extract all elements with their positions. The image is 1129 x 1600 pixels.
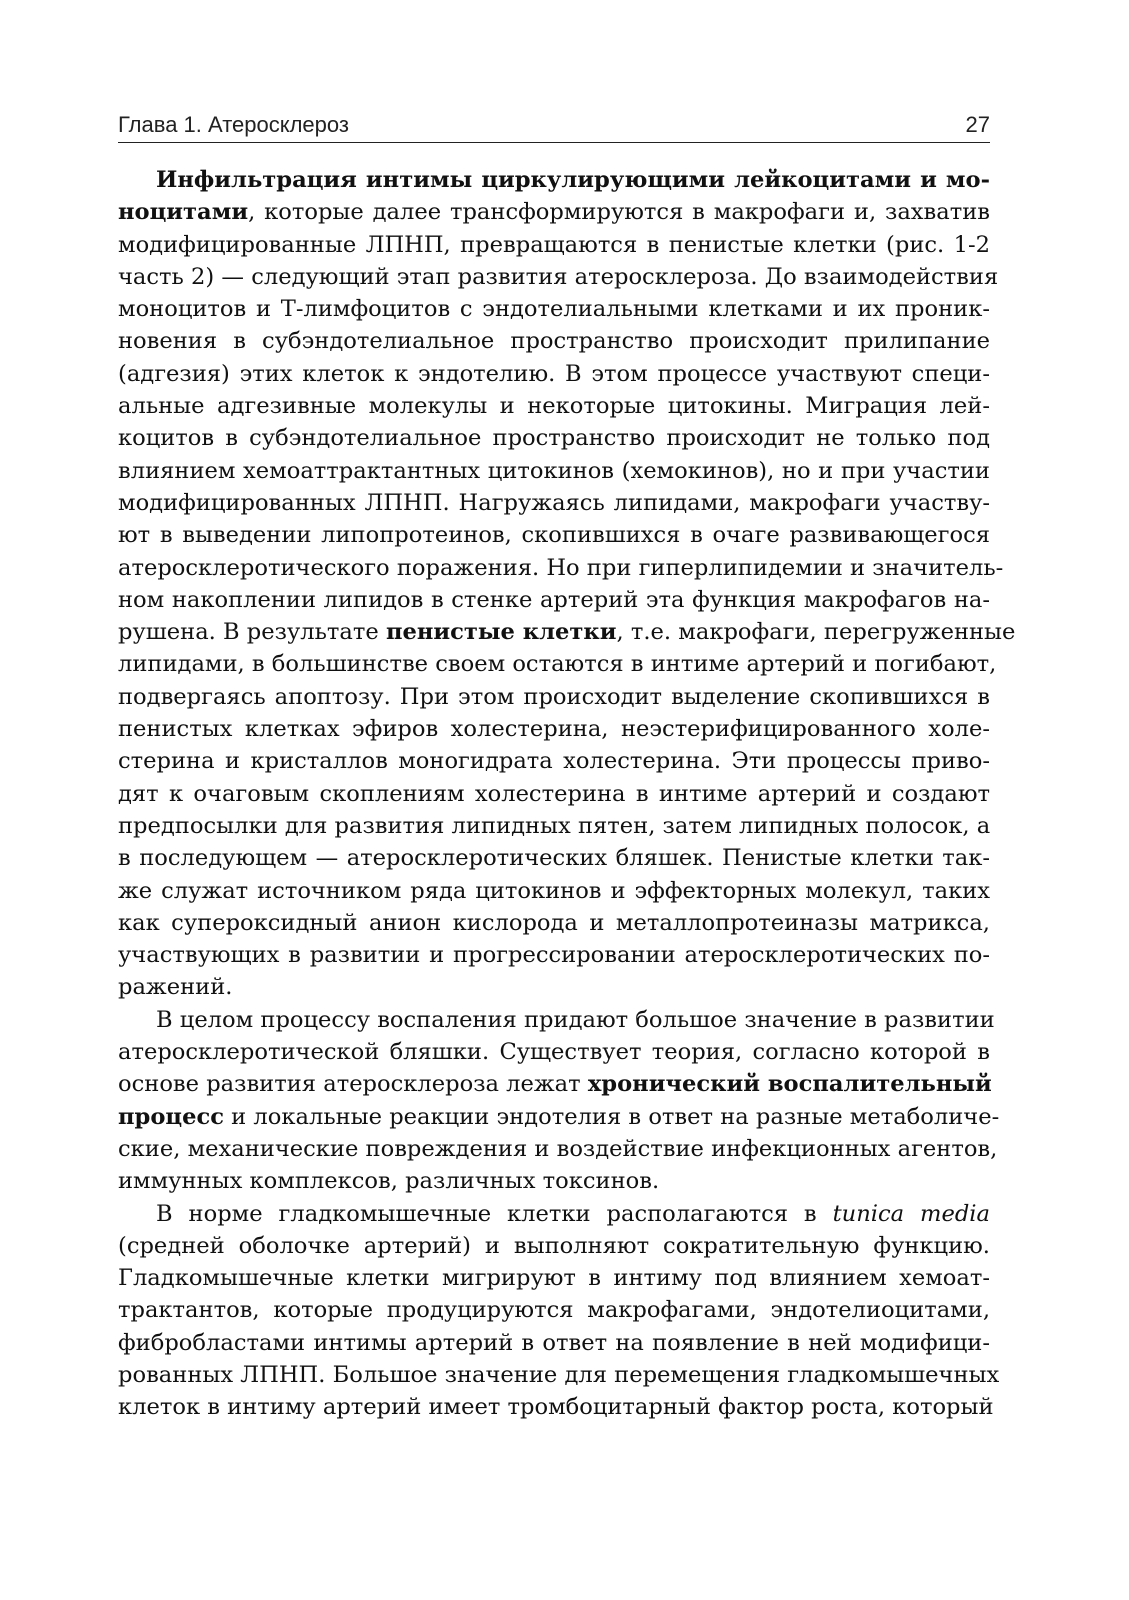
text-line: (средней оболочке артерий) и выполняют сократительную функцию. (118, 1232, 990, 1259)
text-line (118, 1101, 1000, 1133)
text-run: рушена. В результате (118, 619, 386, 646)
page-number: 27 (965, 112, 990, 137)
text-line: альные адгезивные молекулы и некоторые цитокины. Миграция лей- (118, 393, 990, 420)
text-run: основе развития атеросклероза лежат (118, 1071, 588, 1098)
text-line: (адгезия) этих клеток к эндотелию. В этом процессе участвуют специ- (118, 360, 990, 387)
text-line: стерина и кристаллов моногидрата холестерина. Эти процессы приво- (118, 748, 990, 775)
text-line: модифицированные ЛПНП, превращаются в пенистые клетки (рис. 1-2 (118, 231, 990, 258)
text-line: рованных ЛПНП. Большое значение для перемещения гладкомышечных (118, 1361, 1000, 1388)
text-run: , которые далее трансформируются в макрофаги и, захватив (248, 199, 990, 226)
text-line: ские, механические повреждения и воздействие инфекционных агентов, (118, 1135, 998, 1162)
text-line: иммунных комплексов, различных токсинов. (118, 1168, 660, 1195)
text-line: липидами, в большинстве своем остаются в интиме артерий и погибают, (118, 651, 997, 678)
text-line (118, 164, 990, 196)
text-line: влиянием хемоаттрактантных цитокинов (хемокинов), но и при участии (118, 457, 990, 484)
text-line: предпосылки для развития липидных пятен, затем липидных полосок, а (118, 812, 991, 839)
text-run: и локальные реакции эндотелия в ответ на разные метаболиче- (224, 1103, 1000, 1130)
text-line: подвергаясь апоптозу. При этом происходит выделение скопившихся в (118, 683, 990, 710)
bold-term: Инфильтрация интимы циркулирующими лейкоцитами и мо- (156, 167, 990, 193)
text-run: , т.е. макрофаги, перегруженные (616, 619, 1016, 646)
text-line: же служат источником ряда цитокинов и эффекторных молекул, таких (118, 877, 990, 904)
text-line: атеросклеротической бляшки. Существует теория, согласно которой в (118, 1039, 990, 1066)
text-line: моноцитов и Т-лимфоцитов с эндотелиальными клетками и их проник- (118, 296, 990, 323)
text-run: В норме гладкомышечные клетки располагаются в (156, 1200, 833, 1227)
paragraph-3 (118, 1198, 1000, 1424)
text-line (118, 1198, 990, 1230)
text-line (118, 1068, 990, 1100)
paragraph-2 (118, 1004, 1000, 1198)
text-line: ражений. (118, 974, 233, 1001)
text-line: часть 2) — следующий этап развития атеросклероза. До взаимодействия (118, 263, 999, 290)
bold-term: процесс (118, 1103, 224, 1130)
text-line: ют в выведении липопротеинов, скопившихся в очаге развивающегося (118, 522, 990, 549)
text-line: атеросклеротического поражения. Но при гиперлипидемии и значитель- (118, 554, 1004, 581)
bold-term: ноцитами (118, 199, 249, 226)
text-line: Гладкомышечные клетки мигрируют в интиму под влиянием хемоат- (118, 1265, 990, 1292)
text-line: в последующем — атеросклеротических бляшек. Пенистые клетки так- (118, 845, 990, 872)
text-line: ном накоплении липидов в стенке артерий эта функция макрофагов на- (118, 586, 990, 613)
text-line: участвующих в развитии и прогрессировании атеросклеротических по- (118, 942, 990, 969)
text-line: пенистых клетках эфиров холестерина, неэстерифицированного холе- (118, 716, 990, 743)
text-line (118, 196, 990, 228)
text-line: дят к очаговым скоплениям холестерина в интиме артерий и создают (118, 780, 990, 807)
bold-term: хронический воспалительный (587, 1071, 992, 1098)
text-line: В целом процессу воспаления придают большое значение в развитии (156, 1006, 995, 1033)
text-line (118, 616, 1016, 648)
text-line: как супероксидный анион кислорода и металлопротеиназы матрикса, (118, 909, 990, 936)
text-line: коцитов в субэндотелиальное пространство происходит не только под (118, 425, 990, 452)
running-header (118, 108, 990, 143)
text-line: модифицированных ЛПНП. Нагружаясь липидами, макрофаги участву- (118, 489, 990, 516)
bold-term: пенистые клетки (385, 619, 617, 646)
body-text (118, 164, 1016, 1424)
text-line: трактантов, которые продуцируются макрофагами, эндотелиоцитами, (118, 1297, 990, 1324)
italic-term: tunica media (832, 1200, 991, 1227)
text-line: клеток в интиму артерий имеет тромбоцитарный фактор роста, который (118, 1394, 994, 1421)
chapter-title: Глава 1. Атеросклероз (118, 112, 349, 137)
text-line: новения в субэндотелиальное пространство происходит прилипание (118, 328, 990, 355)
text-line: фибробластами интимы артерий в ответ на появление в ней модифици- (118, 1329, 990, 1356)
paragraph-1 (118, 164, 1016, 1004)
